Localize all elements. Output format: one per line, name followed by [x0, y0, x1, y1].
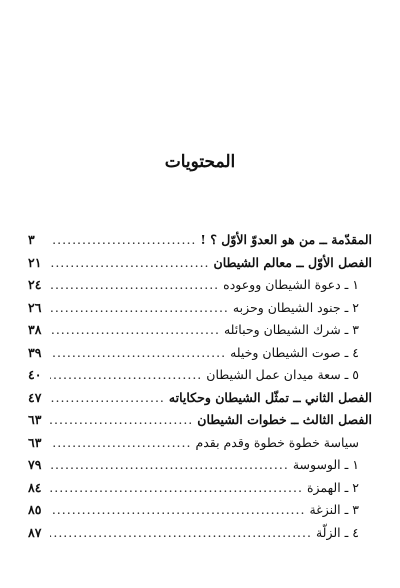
- toc-entry-page: ٦٣: [28, 434, 42, 450]
- toc-entry-page: ٣٩: [28, 344, 42, 360]
- toc-entry[interactable]: [28, 367, 372, 390]
- toc-entry-page: ٢١: [28, 254, 42, 270]
- toc-entry-label: سياسة خطوة خطوة وقدم بقدم: [195, 434, 359, 450]
- toc-entry-label: ٢ ـ جنود الشيطان وحزبه: [232, 299, 359, 315]
- dot-leader: [50, 502, 305, 517]
- toc-entry-chapter-1[interactable]: [28, 255, 372, 278]
- toc-entry-label: ٥ ـ سعة ميدان عمل الشيطان: [206, 367, 359, 382]
- toc-entry[interactable]: [28, 300, 372, 323]
- dot-leader: [50, 435, 191, 450]
- toc-entry-page: ٤٧: [28, 389, 42, 405]
- toc-entry-chapter-3[interactable]: [28, 412, 372, 435]
- toc-entry-page: ٨٧: [28, 524, 42, 540]
- toc-entry-page: ٧٩: [28, 457, 42, 472]
- toc-entry-label: ٤ ـ الزلّة: [315, 524, 359, 540]
- dot-leader: [50, 412, 193, 427]
- dot-leader: [50, 232, 196, 247]
- dot-leader: [50, 480, 303, 495]
- dot-leader: [50, 255, 210, 270]
- toc-entry-label: ٣ ـ النزغة: [309, 502, 359, 517]
- toc-entry-chapter-2[interactable]: [28, 390, 372, 413]
- toc-entry-page: ٤٠: [28, 367, 42, 382]
- toc-entry[interactable]: [28, 502, 372, 525]
- toc-entry[interactable]: [28, 322, 372, 345]
- toc-entry[interactable]: [28, 525, 372, 548]
- toc-entry-page: ٢٤: [28, 277, 42, 292]
- toc-entry-label: ٤ ـ صوت الشيطان وخيله: [230, 344, 359, 360]
- toc-entry-label: ٢ ـ الهمزة: [306, 479, 359, 495]
- dot-leader: [50, 322, 220, 337]
- toc-entry[interactable]: [28, 457, 372, 480]
- toc-entry[interactable]: [28, 345, 372, 368]
- toc-entry[interactable]: [28, 435, 372, 458]
- toc-entry-label: الفصل الثالث ــ خطوات الشيطان: [197, 412, 372, 427]
- toc-entry-label: الفصل الأوّل ــ معالم الشيطان: [213, 254, 372, 270]
- dot-leader: [50, 345, 226, 360]
- toc-entry-page: ٨٥: [28, 502, 42, 517]
- toc-entry-intro[interactable]: [28, 232, 372, 255]
- toc-entry[interactable]: [28, 277, 372, 300]
- dot-leader: [50, 300, 229, 315]
- toc-entry-label: المقدّمة ــ من هو العدوّ الأوّل ؟ !: [200, 232, 372, 247]
- toc-entry-label: ١ ـ دعوة الشيطان ووعوده: [223, 277, 359, 292]
- toc-entry-page: ٢٦: [28, 299, 42, 315]
- toc-entry-page: ٦٣: [28, 412, 42, 427]
- toc-entry-label: ٣ ـ شرك الشيطان وحبائله: [223, 322, 359, 337]
- dot-leader: [50, 525, 312, 540]
- page-title: المحتويات: [164, 152, 236, 172]
- table-of-contents: [28, 232, 372, 547]
- toc-entry-page: ٣٨: [28, 322, 42, 337]
- toc-entry[interactable]: [28, 480, 372, 503]
- toc-entry-page: ٨٤: [28, 479, 42, 495]
- dot-leader: [50, 390, 165, 405]
- dot-leader: [50, 457, 289, 472]
- dot-leader: [50, 277, 219, 292]
- toc-entry-page: ٣: [28, 232, 35, 247]
- toc-entry-label: ١ ـ الوسوسة: [292, 457, 359, 472]
- toc-entry-label: الفصل الثاني ــ تمثّل الشيطان وحكاياته: [168, 389, 372, 405]
- dot-leader: [50, 367, 202, 382]
